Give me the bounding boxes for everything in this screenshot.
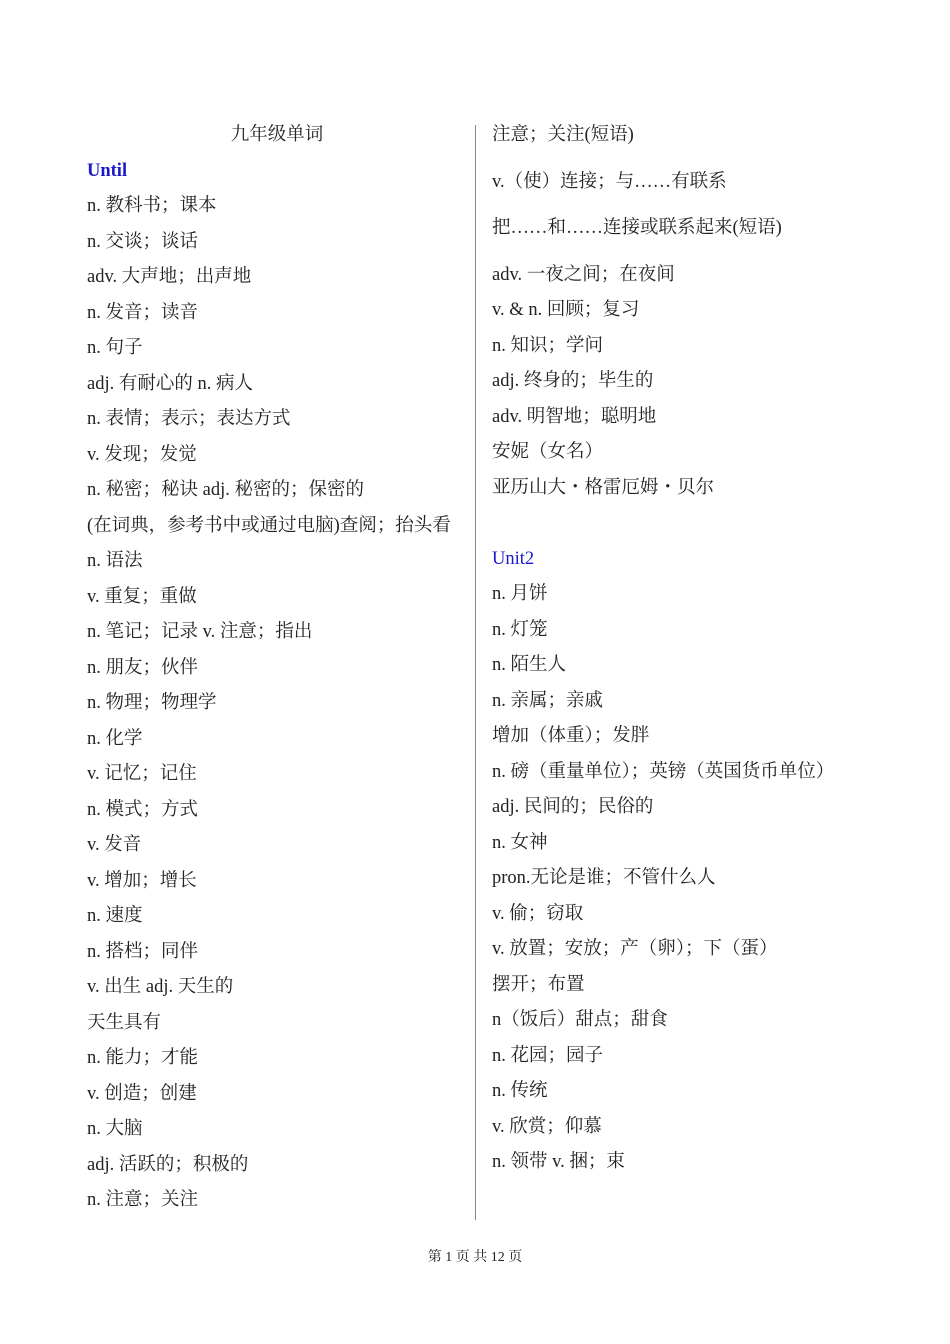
left-column [87, 118, 467, 1219]
vocab-entry: n. 物理；物理学 [87, 693, 217, 713]
left-vocab-list [87, 189, 467, 1219]
vocab-entry: n. 传统 [492, 1081, 548, 1101]
spacer [492, 506, 892, 542]
right-column [492, 118, 892, 1181]
vocab-entry: pron.无论是谁；不管什么人 [492, 868, 716, 888]
spacer [492, 200, 892, 211]
vocab-entry: n. 灯笼 [492, 619, 548, 640]
vocab-entry: adj. 有耐心的 n. 病人 [87, 373, 253, 394]
vocab-entry: n. 月饼 [492, 584, 548, 604]
vocab-entry: n. 语法 [87, 551, 143, 571]
spacer [492, 247, 892, 258]
vocab-entry: adv. 一夜之间；在夜间 [492, 264, 675, 285]
vocab-entry: 把……和……连接或联系起来(短语) [492, 218, 782, 238]
column-divider [475, 125, 476, 1220]
unit-heading-until: Until [87, 160, 128, 181]
vocab-entry: v. 创造；创建 [87, 1083, 197, 1104]
vocab-entry: v. 发音 [87, 835, 142, 855]
vocab-entry: n. 大脑 [87, 1119, 143, 1139]
vocab-entry: adj. 活跃的；积极的 [87, 1154, 249, 1175]
vocab-entry: v. & n. 回顾；复习 [492, 300, 640, 320]
spacer [492, 154, 892, 165]
vocab-entry: n. 模式；方式 [87, 799, 199, 820]
vocab-entry: n. 速度 [87, 906, 143, 926]
vocab-entry: v. 出生 adj. 天生的 [87, 977, 234, 997]
page-footer: 第 1 页 共 12 页 [427, 1250, 523, 1265]
vocab-entry: (在词典，参考书中或通过电脑)查阅；抬头看 [87, 515, 451, 536]
vocab-entry: n. 花园；园子 [492, 1045, 604, 1066]
vocab-entry: 注意；关注(短语) [492, 125, 634, 145]
unit-heading-unit2: Unit2 [492, 548, 535, 569]
vocab-entry: v. 记忆；记住 [87, 764, 197, 784]
vocab-entry: n. 交谈；谈话 [87, 231, 199, 252]
vocab-entry: n. 句子 [87, 338, 143, 358]
vocab-entry: n. 表情；表示；表达方式 [87, 409, 291, 429]
vocab-entry: n. 能力；才能 [87, 1048, 199, 1068]
vocab-entry: n. 秘密；秘诀 adj. 秘密的；保密的 [87, 480, 364, 500]
vocab-entry: adj. 民间的；民俗的 [492, 797, 654, 817]
vocab-entry: v. 增加；增长 [87, 870, 197, 891]
vocab-entry: v. 偷；窃取 [492, 903, 584, 924]
page-title: 九年级单词 [230, 125, 324, 145]
vocab-entry: v. 放置；安放；产（卵）；下（蛋） [492, 939, 778, 959]
vocab-entry: n. 笔记；记录 v. 注意；指出 [87, 622, 313, 642]
vocab-entry: v.（使）连接；与……有联系 [492, 171, 727, 192]
vocab-entry: 天生具有 [87, 1012, 162, 1033]
vocab-entry: v. 发现；发觉 [87, 444, 197, 465]
vocab-entry: adv. 明智地；聪明地 [492, 406, 657, 427]
vocab-entry: n. 亲属；亲戚 [492, 690, 604, 711]
right-vocab-list [492, 577, 892, 1181]
vocab-entry: adv. 大声地；出声地 [87, 267, 252, 287]
vocab-entry: n. 发音；读音 [87, 302, 199, 323]
vocab-entry: n. 注意；关注 [87, 1190, 199, 1210]
vocab-entry: 摆开；布置 [492, 974, 585, 995]
vocab-entry: 增加（体重）；发胖 [492, 726, 650, 746]
vocab-entry: v. 欣赏；仰慕 [492, 1116, 602, 1137]
vocab-entry: n. 领带 v. 捆；束 [492, 1152, 625, 1172]
vocab-entry: n. 搭档；同伴 [87, 941, 199, 962]
vocab-entry: v. 重复；重做 [87, 586, 197, 607]
vocab-entry: n（饭后）甜点；甜食 [492, 1010, 668, 1030]
vocab-entry: n. 陌生人 [492, 655, 567, 675]
vocab-entry: n. 教科书；课本 [87, 196, 217, 216]
vocab-entry: n. 朋友；伙伴 [87, 657, 199, 678]
vocab-entry: 亚历山大・格雷厄姆・贝尔 [492, 477, 715, 498]
vocab-entry: n. 磅（重量单位）；英镑（英国货币单位） [492, 761, 835, 782]
vocab-entry: 安妮（女名） [492, 442, 604, 462]
vocab-entry: n. 知识；学问 [492, 335, 604, 356]
vocab-entry: adj. 终身的；毕生的 [492, 371, 654, 391]
vocab-entry: n. 化学 [87, 728, 143, 749]
vocab-entry: n. 女神 [492, 832, 548, 853]
